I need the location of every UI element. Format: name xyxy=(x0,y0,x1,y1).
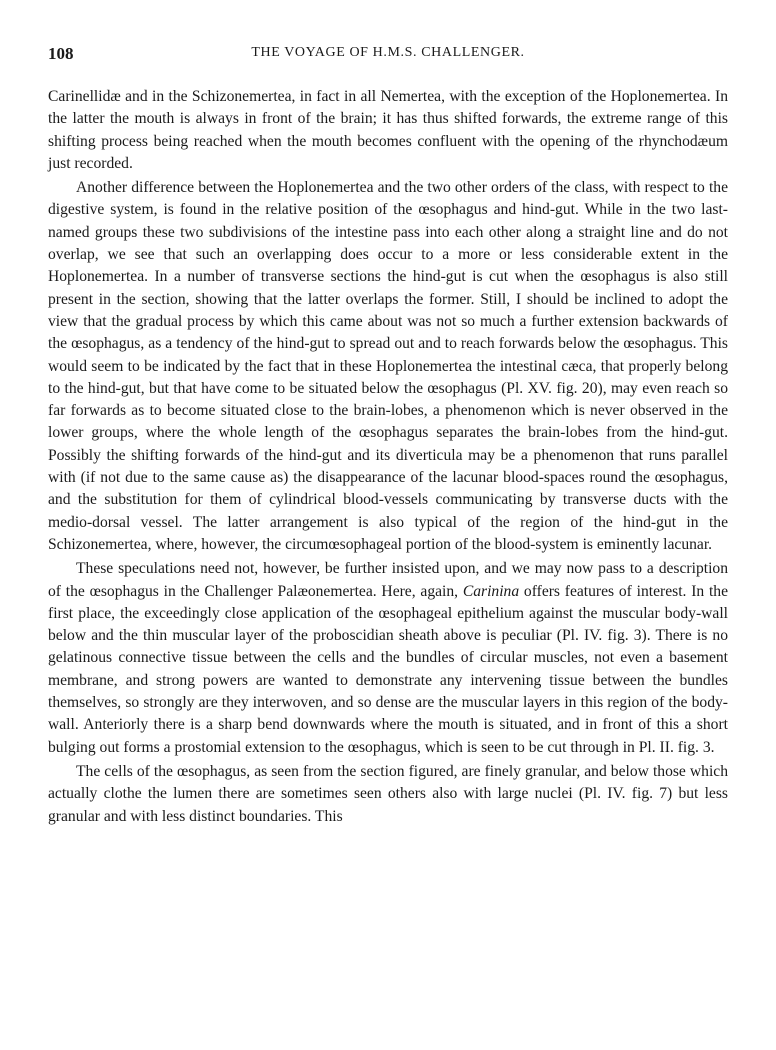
body-text xyxy=(48,86,728,828)
page-number: 108 xyxy=(48,44,74,63)
paragraph-oesophagus-palaeonemertea xyxy=(48,558,728,759)
page-header xyxy=(48,44,728,70)
running-title: THE VOYAGE OF H.M.S. CHALLENGER. xyxy=(251,45,525,60)
paragraph-text-before: These speculations need not, however, be further insisted upon, and we may now pass to a description of the œsophagus in the Challenger Palæonemertea. Here, again, xyxy=(48,560,728,600)
genus-name: Carinina xyxy=(462,582,520,600)
paragraph-oesophagus-cells: The cells of the œsophagus, as seen from the section figured, are finely granular, and below those which actually clothe the lumen there are sometimes seen others also with large nuclei (Pl. IV. fig. 7) but less granular and with less distinct boundaries. This xyxy=(48,762,728,825)
paragraph-digestive-system: Another difference between the Hoplonemertea and the two other orders of the class, with respect to the digestive system, is found in the relative position of the œsophagus and hind-gut. While in the two last-named groups these two subdivisions of the intestine pass into each other along a straight line and do not overlap, we see that such an overlapping does occur to a more or less considerable extent in the Hoplonemertea. In a number of transverse sections the hind-gut is cut when the œsophagus is also still present in the section, showing that the latter overlaps the former. Still, I should be inclined to adopt the view that the gradual process by which this came about was not so much a further extension backwards of the œsophagus, as a tendency of the hind-gut to spread out and to reach forwards below the œsophagus. This would seem to be indicated by the fact that in these Hoplonemertea the intestinal cæca, that properly belong to the hind-gut, but that have come to be situated below the œsophagus (Pl. XV. fig. 20), may even reach so far forwards as to become situated close to the brain-lobes, a phenomenon which is never observed in the lower groups, where the whole length of the œsophagus separates the brain-lobes from the hind-gut. Possibly the shifting forwards of the hind-gut and its diverticula may be a phenomenon that runs parallel with (if not due to the same cause as) the disappearance of the lacunar blood-spaces round the œsophagus, and the substitution for them of cylindrical blood-vessels communicating by transverse ducts with the medio-dorsal vessel. The latter arrangement is also typical of the region of the hind-gut in the Schizonemertea, where, however, the circumœsophageal portion of the blood-system is eminently lacunar. xyxy=(48,179,728,553)
paragraph-text-after: offers features of interest. In the first place, the exceedingly close application of the œsophageal epithelium against the muscular body-wall below and the thin muscular layer of the proboscidian sheath above is peculiar (Pl. IV. fig. 3). There is no gelatinous connective tissue between the cells and the bundles of circular muscles, not even a basement membrane, and strong powers are wanted to demonstrate any intervening tissue between the bundles themselves, so strongly are they interwoven, and so dense are the muscular layers in this region of the body-wall. Anteriorly there is a sharp bend downwards where the mouth is situated, and in front of this a short bulging out forms a prostomial extension to the œsophagus, which is seen to be cut through in Pl. II. fig. 3. xyxy=(48,582,728,756)
book-page xyxy=(48,44,728,828)
paragraph-continued: Carinellidæ and in the Schizonemertea, in fact in all Nemertea, with the exception of the Hoplonemertea. In the latter the mouth is always in front of the brain; it has thus shifted forwards, the extreme range of this shifting process being reached when the mouth becomes confluent with the opening of the rhynchodæum just recorded. xyxy=(48,88,728,172)
